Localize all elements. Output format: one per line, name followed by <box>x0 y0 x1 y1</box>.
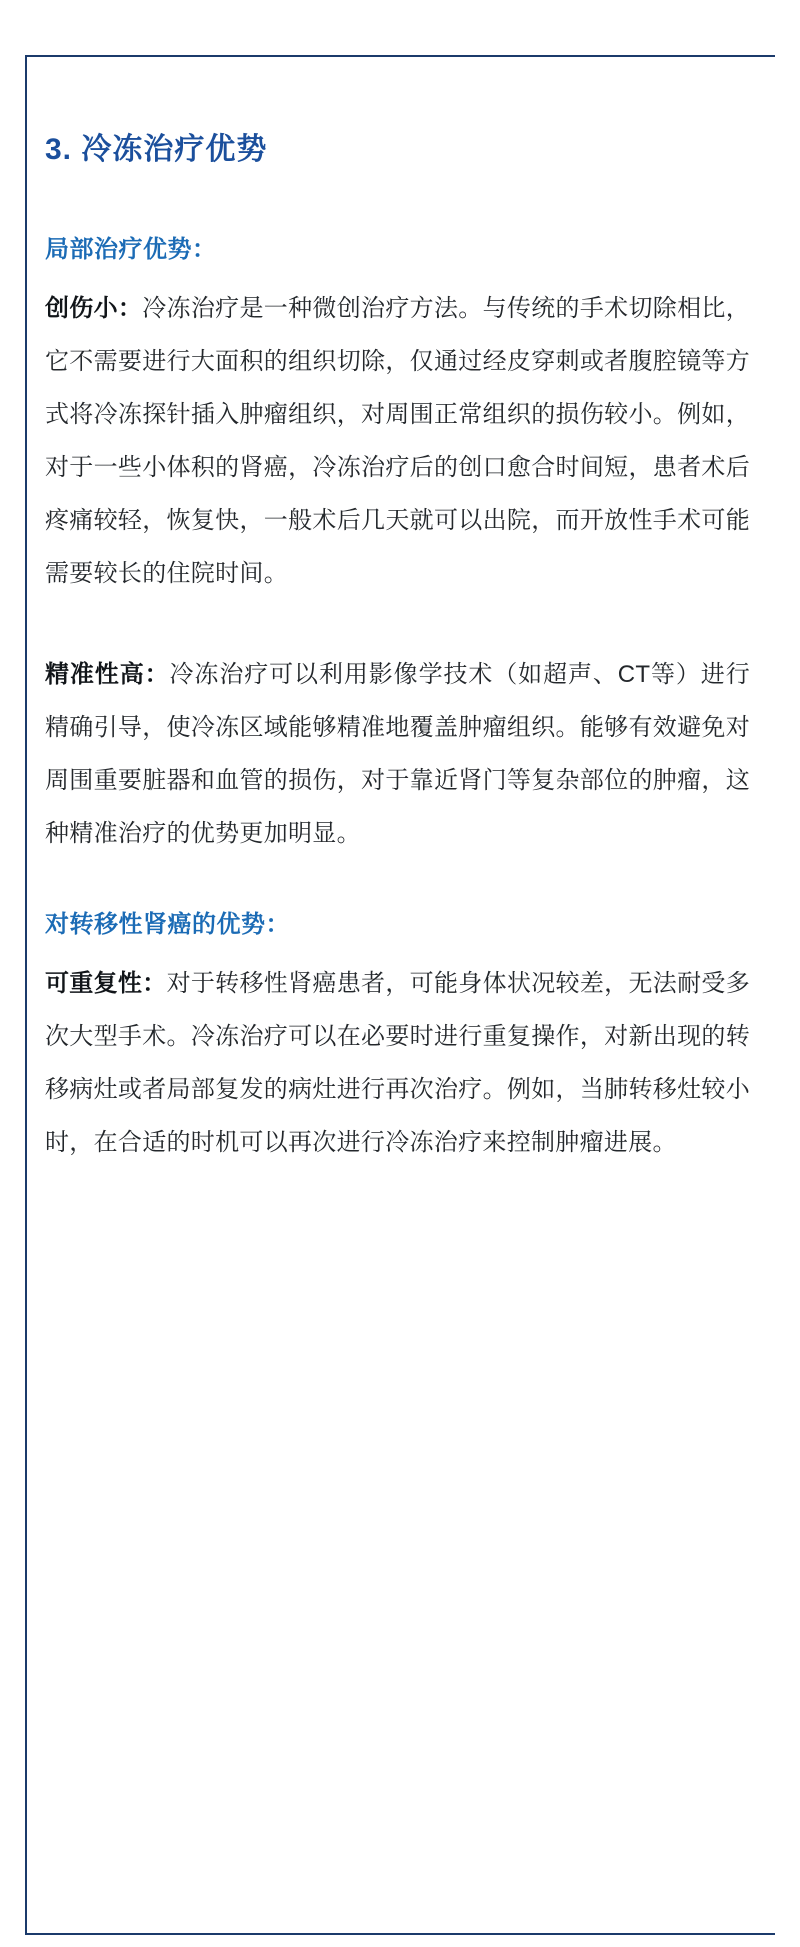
paragraph-repeatability <box>45 957 750 1169</box>
paragraph-lead-high-precision: 精准性高： <box>45 661 170 688</box>
paragraph-lead-repeatability: 可重复性： <box>45 970 167 997</box>
paragraph-minimal-invasion <box>45 282 750 600</box>
document-content <box>45 130 750 1179</box>
page-title: 3. 冷冻治疗优势 <box>45 133 268 166</box>
subheading-local-advantages: 局部治疗优势： <box>45 236 217 263</box>
paragraph-text-repeatability: 对于转移性肾癌患者，可能身体状况较差，无法耐受多次大型手术。冷冻治疗可以在必要时进行重复操作，对新出现的转移病灶或者局部复发的病灶进行再次治疗。例如，当肺转移灶较小时，在合适的时机可以再次进行冷冻治疗来控制肿瘤进展。 <box>45 970 751 1156</box>
paragraph-lead-minimal-invasion: 创伤小： <box>45 295 143 322</box>
subheading-metastatic-advantages: 对转移性肾癌的优势： <box>45 911 290 938</box>
paragraph-text-minimal-invasion: 冷冻治疗是一种微创治疗方法。与传统的手术切除相比，它不需要进行大面积的组织切除，仅通过经皮穿刺或者腹腔镜等方式将冷冻探针插入肿瘤组织，对周围正常组织的损伤较小。例如，对于一些小体积的肾癌，冷冻治疗后的创口愈合时间短，患者术后疼痛较轻，恢复快，一般术后几天就可以出院，而开放性手术可能需要较长的住院时间。 <box>45 295 751 587</box>
block-spacer <box>45 870 750 904</box>
content-block-local-advantages <box>45 229 750 860</box>
paragraph-high-precision <box>45 648 750 860</box>
content-block-metastatic-advantages <box>45 904 750 1169</box>
paragraph-text-high-precision: 冷冻治疗可以利用影像学技术（如超声、CT等）进行精确引导，使冷冻区域能够精准地覆盖肿瘤组织。能够有效避免对周围重要脏器和血管的损伤，对于靠近肾门等复杂部位的肿瘤，这种精准治疗的优势更加明显。 <box>45 661 751 847</box>
